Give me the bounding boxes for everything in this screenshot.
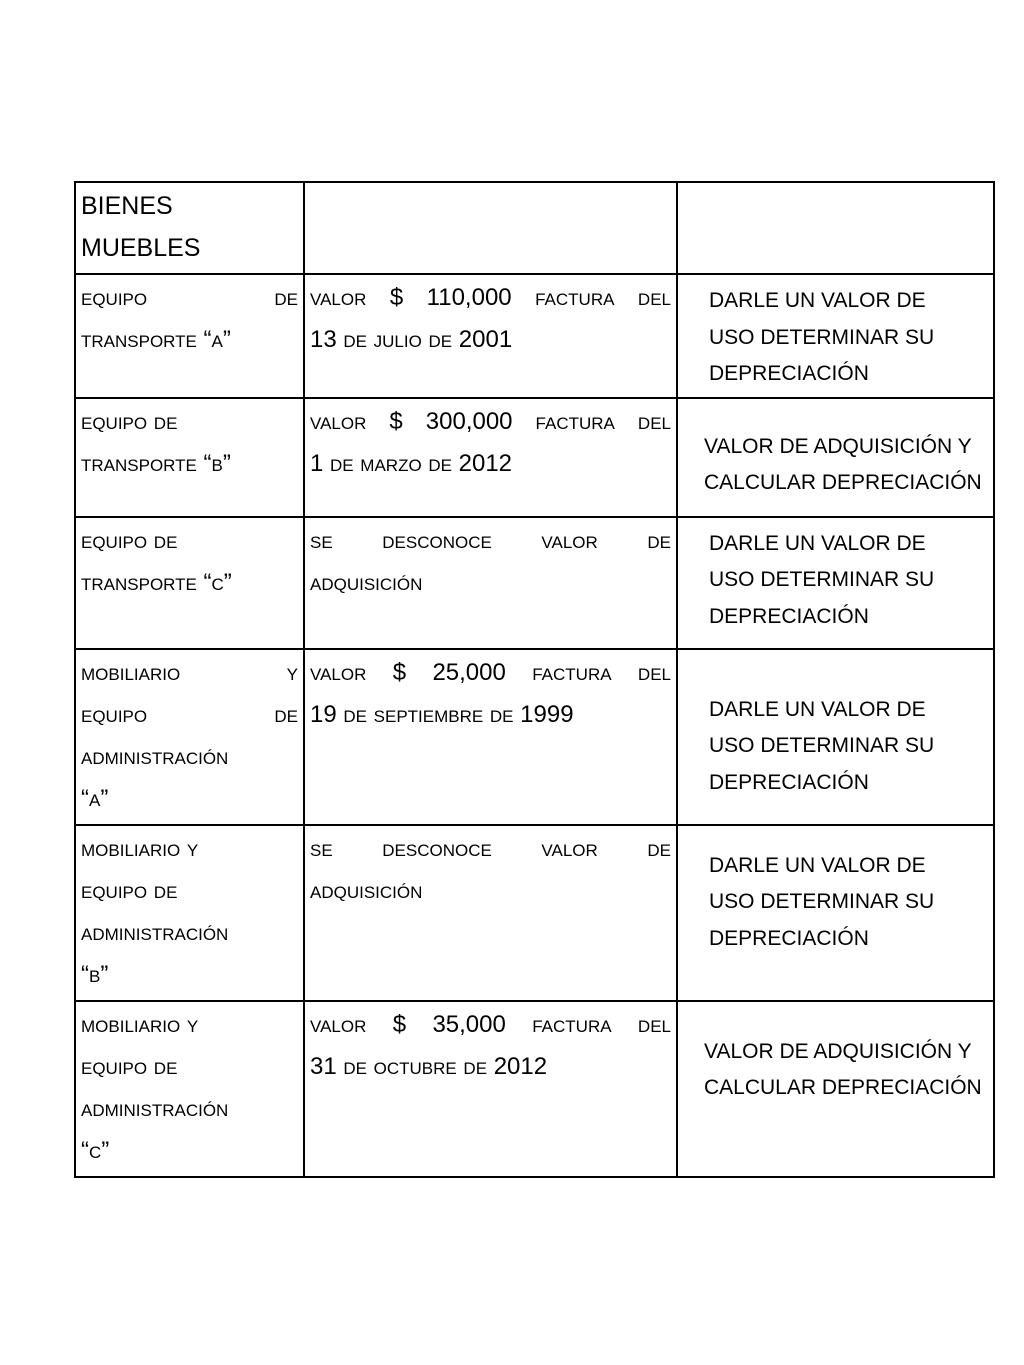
asset-note-cell xyxy=(677,825,994,1001)
header-cell-empty-2 xyxy=(304,182,677,274)
asset-value-line: valor $ 25,000 factura del xyxy=(310,658,671,686)
asset-name-cell xyxy=(75,825,304,1001)
table-row xyxy=(75,649,994,825)
asset-name-line: “c” xyxy=(81,1136,110,1164)
asset-value-cell xyxy=(304,649,677,825)
asset-name-cell xyxy=(75,398,304,517)
asset-value-line: 19 de septiembre de 1999 xyxy=(310,700,574,728)
asset-value-cell xyxy=(304,825,677,1001)
asset-value-line: 13 de julio de 2001 xyxy=(310,326,513,353)
asset-note-cell xyxy=(677,398,994,517)
asset-name-line: equipo de xyxy=(81,526,178,554)
table-header-row xyxy=(75,182,994,274)
asset-note-cell xyxy=(677,649,994,825)
asset-name-line: mobiliario y xyxy=(81,658,298,686)
asset-name-cell xyxy=(75,274,304,398)
asset-name-line: equipo de xyxy=(81,284,298,311)
header-cell-bienes-muebles xyxy=(75,182,304,274)
asset-note-cell xyxy=(677,1001,994,1177)
asset-value-cell xyxy=(304,1001,677,1177)
table-row xyxy=(75,274,994,398)
asset-name-line: “a” xyxy=(81,784,109,812)
asset-name-line: transporte “a” xyxy=(81,326,231,353)
asset-name-cell xyxy=(75,649,304,825)
asset-name-line: administración xyxy=(81,1094,229,1122)
asset-value-line: adquisición xyxy=(310,876,423,904)
asset-name-line: mobiliario y xyxy=(81,1010,199,1038)
asset-note: VALOR DE ADQUISICIÓN Y CALCULAR DEPRECIACIÓN xyxy=(704,1039,982,1099)
asset-value-line: 1 de marzo de 2012 xyxy=(310,449,513,477)
asset-note: VALOR DE ADQUISICIÓN Y CALCULAR DEPRECIACIÓN xyxy=(704,434,982,494)
assets-table xyxy=(74,181,995,1178)
asset-name-line: equipo de xyxy=(81,700,298,728)
asset-value-line: 31 de octubre de 2012 xyxy=(310,1052,548,1080)
table-row xyxy=(75,517,994,649)
asset-name-line: mobiliario y xyxy=(81,834,199,862)
asset-note: DARLE UN VALOR DE USO DETERMINAR SU DEPRECIACIÓN xyxy=(709,289,935,385)
asset-name-line: transporte “b” xyxy=(81,449,231,477)
header-cell-empty-3 xyxy=(677,182,994,274)
asset-value-line: adquisición xyxy=(310,568,423,596)
header-title: BIENES MUEBLES xyxy=(81,192,201,262)
asset-value-line: valor $ 35,000 factura del xyxy=(310,1010,671,1038)
asset-name-line: “b” xyxy=(81,960,109,988)
asset-value-line: valor $ 300,000 factura del xyxy=(310,407,671,435)
asset-value-line: se desconoce valor de xyxy=(310,834,671,862)
asset-name-line: equipo de xyxy=(81,1052,178,1080)
asset-note-cell xyxy=(677,274,994,398)
asset-name-cell xyxy=(75,517,304,649)
asset-note-cell xyxy=(677,517,994,649)
asset-value-line: valor $ 110,000 factura del xyxy=(310,284,671,311)
asset-name-line: administración xyxy=(81,918,229,946)
asset-name-line: transporte “c” xyxy=(81,568,232,596)
asset-value-cell xyxy=(304,274,677,398)
asset-name-line: administración xyxy=(81,742,229,770)
asset-note: DARLE UN VALOR DE USO DETERMINAR SU DEPRECIACIÓN xyxy=(709,531,935,628)
table-row xyxy=(75,825,994,1001)
asset-value-line: se desconoce valor de xyxy=(310,526,671,554)
asset-name-line: equipo de xyxy=(81,407,178,435)
asset-name-line: equipo de xyxy=(81,876,178,904)
asset-name-cell xyxy=(75,1001,304,1177)
asset-note: DARLE UN VALOR DE USO DETERMINAR SU DEPRECIACIÓN xyxy=(709,697,935,794)
asset-note: DARLE UN VALOR DE USO DETERMINAR SU DEPRECIACIÓN xyxy=(709,853,935,950)
asset-value-cell xyxy=(304,398,677,517)
asset-value-cell xyxy=(304,517,677,649)
table-row xyxy=(75,398,994,517)
table-row xyxy=(75,1001,994,1177)
